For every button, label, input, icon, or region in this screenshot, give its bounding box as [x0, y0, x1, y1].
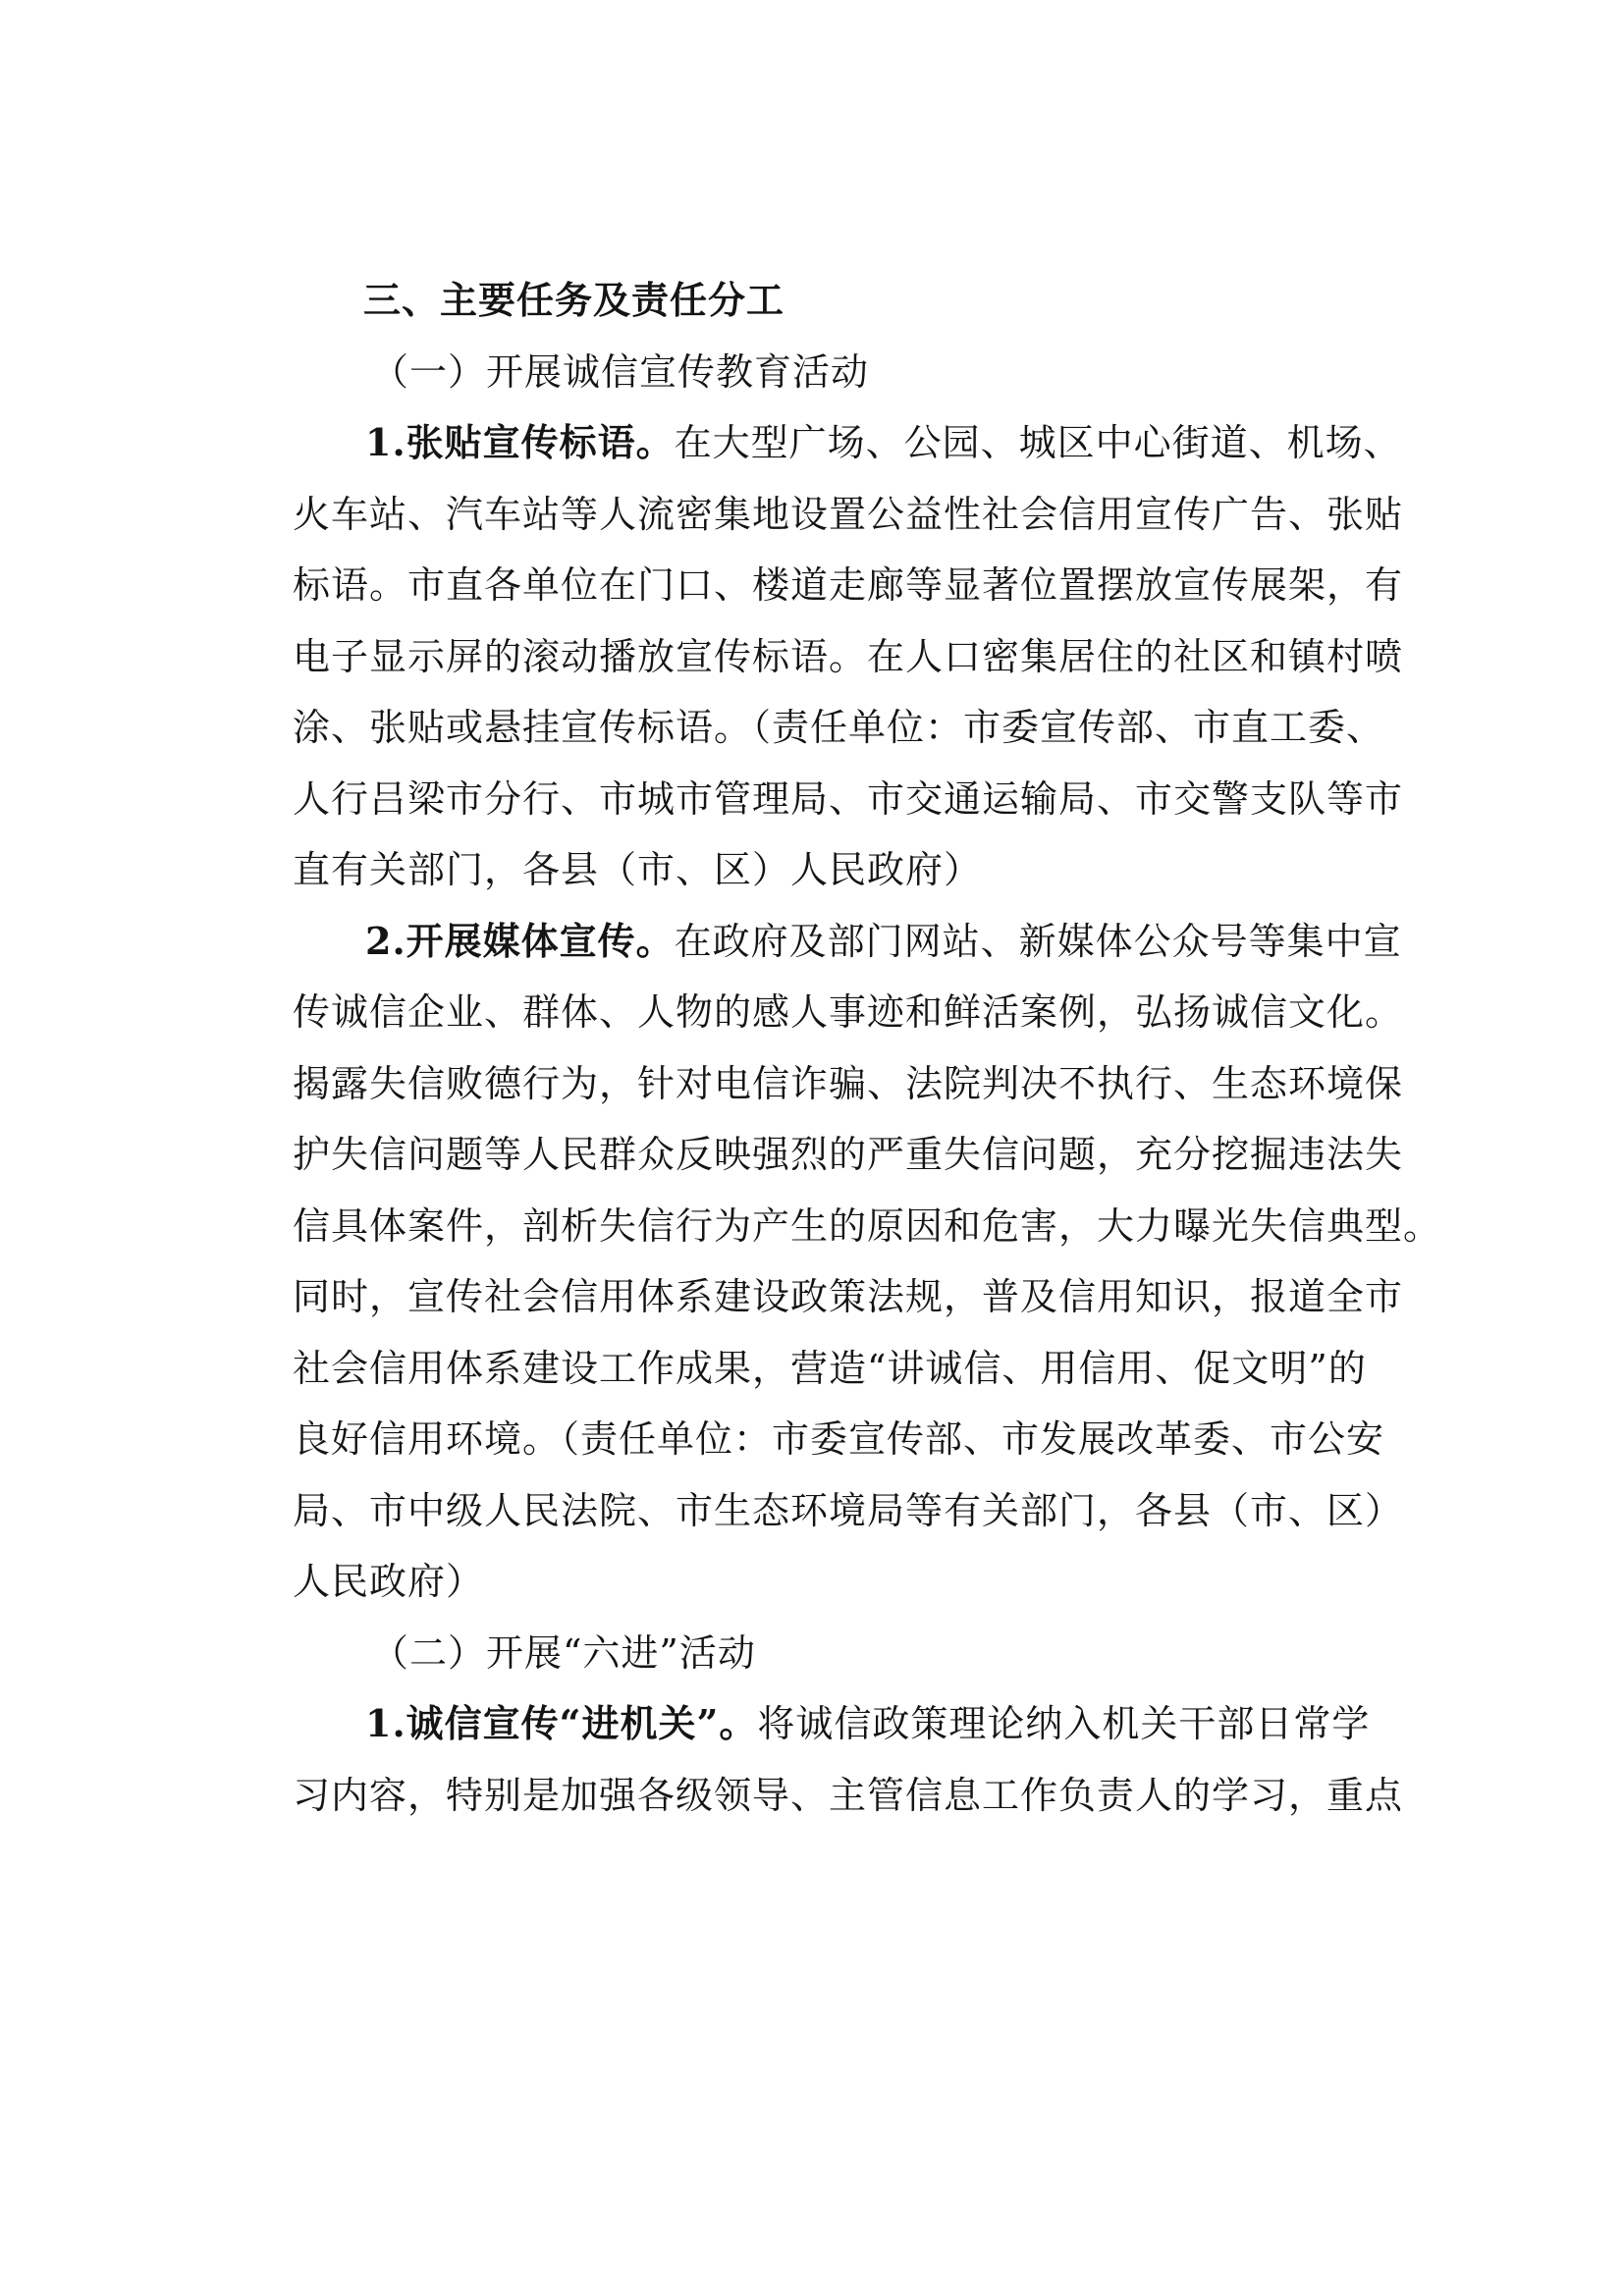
paragraph-line: 局、市中级人民法院、市生态环境局等有关部门，各县（市、区）	[293, 1488, 1404, 1532]
paragraph-line: 护失信问题等人民群众反映强烈的严重失信问题，充分挖掘违法失	[293, 1133, 1404, 1176]
paragraph-line	[293, 1688, 1371, 1760]
paragraph-line: 人民政府）	[293, 1560, 485, 1603]
document-body	[293, 265, 1442, 1831]
paragraph-line	[293, 407, 1402, 479]
item-text: 在政府及部门网站、新媒体公众号等集中宣	[674, 919, 1402, 963]
paragraph-line: 揭露失信败德行为，针对电信诈骗、法院判决不执行、生态环境保	[293, 1061, 1404, 1105]
item-lead: 1.张贴宣传标语。	[365, 420, 675, 464]
paragraph-line: 信具体案件，剖析失信行为产生的原因和危害，大力曝光失信典型。	[293, 1203, 1442, 1248]
paragraph-line: 传诚信企业、群体、人物的感人事迹和鲜活案例，弘扬诚信文化。	[293, 990, 1404, 1034]
paragraph-line: 标语。市直各单位在门口、楼道走廊等显著位置摆放宣传展架，有	[293, 563, 1404, 607]
paragraph-line: 社会信用体系建设工作成果，营造“讲诚信、用信用、促文明”的	[293, 1346, 1367, 1390]
paragraph-line: 直有关部门，各县（市、区）人民政府）	[293, 848, 983, 891]
paragraph-line: 人行吕梁市分行、市城市管理局、市交通运输局、市交警支队等市	[293, 776, 1404, 821]
item-text: 将诚信政策理论纳入机关干部日常学	[757, 1702, 1371, 1745]
section-heading: 三、主要任务及责任分工	[363, 279, 785, 322]
item-text: 在大型广场、公园、城区中心街道、机场、	[674, 421, 1402, 464]
paragraph-line: 涂、张贴或悬挂宣传标语。（责任单位：市委宣传部、市直工委、	[293, 706, 1385, 749]
subsection-title-2: （二）开展“六进”活动	[371, 1630, 756, 1675]
paragraph-line: 习内容，特别是加强各级领导、主管信息工作负责人的学习，重点	[293, 1773, 1404, 1817]
subsection-title-1: （一）开展诚信宣传教育活动	[371, 349, 870, 394]
paragraph-line: 火车站、汽车站等人流密集地设置公益性社会信用宣传广告、张贴	[293, 492, 1404, 536]
item-lead: 1.诚信宣传“进机关”。	[365, 1701, 758, 1745]
paragraph-line: 同时，宣传社会信用体系建设政策法规，普及信用知识，报道全市	[293, 1275, 1404, 1318]
item-lead: 2.开展媒体宣传。	[365, 918, 675, 963]
paragraph-line: 良好信用环境。（责任单位：市委宣传部、市发展改革委、市公安	[293, 1417, 1385, 1461]
paragraph-line	[293, 906, 1402, 978]
paragraph-line: 电子显示屏的滚动播放宣传标语。在人口密集居住的社区和镇村喷	[293, 634, 1404, 678]
